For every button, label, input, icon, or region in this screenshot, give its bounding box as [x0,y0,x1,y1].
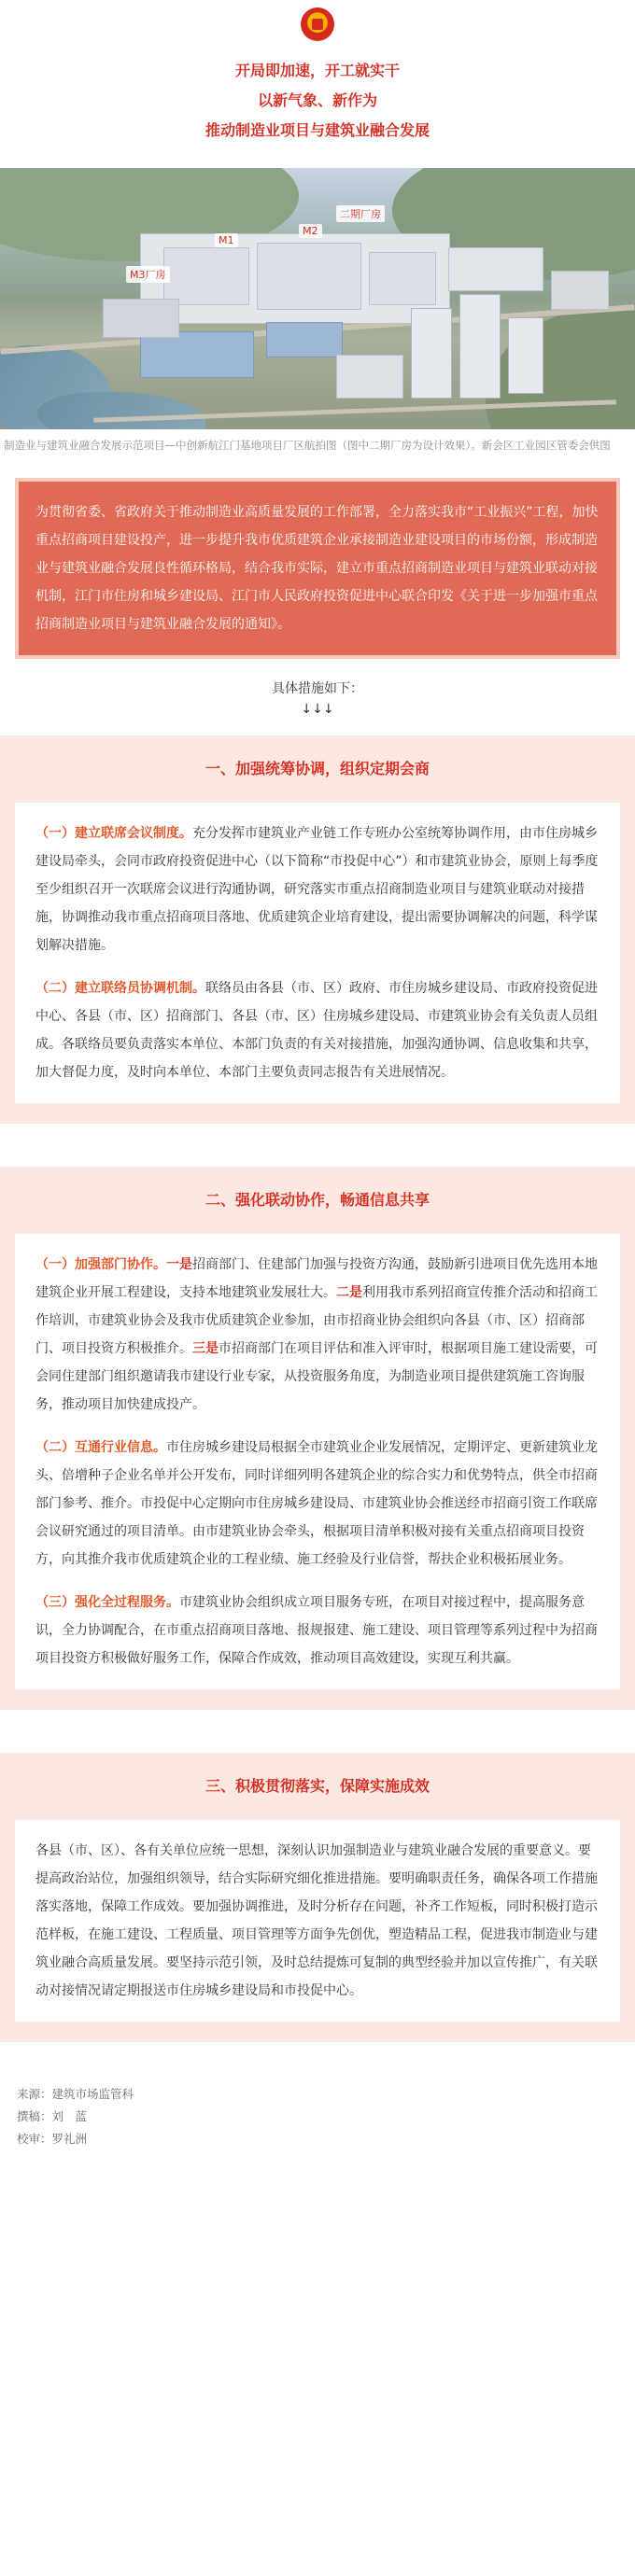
source-line: 来源：建筑市场监管科 [17,2087,134,2101]
photo-tag-m3: M3厂房 [126,266,170,283]
proofreader-line: 校审：罗礼洲 [17,2132,88,2146]
section-body [15,1234,620,1689]
article-footer [0,2042,635,2150]
paragraph-text: 招商部门、住建部门加强与投资方沟通，鼓励新引进项目优先选用本地建筑企业开展工程建设，支持本地建筑业发展壮大。 [35,1257,598,1300]
title-line-2: 以新气象、新作为 [257,91,377,109]
photo-caption: 制造业与建筑业融合发展示范项目—中创新航江门基地项目厂区航拍图（图中二期厂房为设计效果）。新会区工业园区管委会供图 [4,439,611,452]
paragraph-text: 利用我市系列招商宣传推介活动和招商工作培训，市建筑业协会及我市优质建筑企业参加，由市招商业协会组织向各县（市、区）招商部门、项目投资方积极推介。 [35,1285,598,1356]
paragraph-text: 市建筑业协会组织成立项目服务专班，在项目对接过程中，提高服务意识，全力协调配合，在市重点招商项目落地、报规报建、施工建设、项目管理等系列过程中为招商项目投资方积极做好服务工作，保障合作成效，推动项目高效建设，实现互利共赢。 [35,1595,598,1666]
paragraph-text: 市招商部门在项目评估和准入评审时，根据项目施工建设需要，可会同住建部门组织邀请我市建设行业专家，从投资服务角度，为制造业项目提供建筑施工咨询服务，推动项目加快建成投产。 [35,1341,598,1412]
section-body [15,1820,620,2022]
paragraph-heading: （一）加强部门协作。 [35,1257,166,1272]
section-title: 二、强化联动协作，畅通信息共享 [205,1191,430,1209]
intro-box: 为贯彻省委、省政府关于推动制造业高质量发展的工作部署，全力落实我市“工业振兴”工程，加快重点招商项目建设投产，进一步提升我市优质建筑企业承接制造业建设项目的市场份额，形成制造业与建筑业融合发展良性循环格局，结合我市实际，建立市重点招商制造业项目与建筑业联动对接机制，江门市住房和城乡建设局、江门市人民政府投资促进中心联合印发《关于进一步加强市重点招商制造业项目与建筑业融合发展的通知》。 [15,478,620,659]
title-line-3: 推动制造业项目与建筑业融合发展 [205,121,430,139]
paragraph [35,974,600,1086]
title-line-1: 开局即加速，开工就实干 [234,62,400,79]
paragraph [35,1837,600,2005]
paragraph-text: 市住房城乡建设局根据全市建筑业企业发展情况，定期评定、更新建筑业龙头、倍增种子企业名单并公开发布，同时详细列明各建筑企业的综合实力和优势特点，供全市招商部门参考、推介。市投促中心定期向市住房城乡建设局、市建筑业协会推送经市招商引资工作联席会议研究通过的项目清单。由市建筑业协会牵头，根据项目清单积极对接有关重点招商项目投资方，向其推介我市优质建筑企业的工程业绩、施工经验及行业信誉，帮扶企业积极拓展业务。 [35,1440,598,1567]
paragraph [35,819,600,959]
point-label: 三是 [192,1341,219,1356]
paragraph [35,1251,600,1419]
section-title: 三、积极贯彻落实，保障实施成效 [205,1777,430,1795]
paragraph-text: 联络员由各县（市、区）政府、市住房城乡建设局、市政府投资促进中心、各县（市、区）招商部门、各县（市、区）住房城乡建设局、市建筑业协会有关负责人员组成。各联络员要负责落实本单位、本部门负责的有关对接措施，加强沟通协调、信息收集和共享，加大督促力度，及时向本单位、本部门主要负责同志报告有关进展情况。 [35,981,598,1080]
paragraph-heading: （三）强化全过程服务。 [35,1595,179,1610]
author-line: 撰稿：刘 蓝 [17,2109,88,2123]
point-label: 一是 [166,1257,192,1272]
paragraph-heading: （二）互通行业信息。 [35,1440,166,1455]
down-arrows-icon: ↓↓↓ [301,702,334,717]
article-title [0,56,635,146]
section-title: 一、加强统筹协调，组织定期会商 [205,760,430,777]
article-header [0,0,635,146]
paragraph-text: 充分发挥市建筑业产业链工作专班办公室统筹协调作用，由市住房城乡建设局牵头，会同市政府投资促进中心（以下简称“市投促中心”）和市建筑业协会，原则上每季度至少组织召开一次联席会议进行沟通协调，研究落实市重点招商制造业项目与建筑业联动对接措施，协调推动我市重点招商项目落地、优质建筑企业培育建设，提出需要协调解决的问题，科学谋划解决措施。 [35,826,599,953]
paragraph-heading: （二）建立联络员协调机制。 [35,981,205,996]
paragraph-text: 各县（市、区）、各有关单位应统一思想，深刻认识加强制造业与建筑业融合发展的重要意义。要提高政治站位，加强组织领导，结合实际研究细化推进措施。要明确职责任务，确保各项工作措施落实落地，保障工作成效。要加强协调推进，及时分析存在问题，补齐工作短板，同时积极打造示范样板，在施工建设、工程质量、项目管理等方面争先创优，塑造精品工程，促进我市制造业与建筑业融合高质量发展。要坚持示范引领，及时总结提炼可复制的典型经验并加以宣传推广，有关联动对接情况请定期报送市住房城乡建设局和市投促中心。 [35,1843,598,1998]
point-label: 二是 [336,1285,362,1300]
section-body [15,803,620,1103]
party-emblem-icon [301,7,334,41]
paragraph-heading: （一）建立联席会议制度。 [35,826,192,841]
photo-tag-m2: M2 [299,224,322,238]
measures-lead: 具体措施如下： [272,681,363,696]
section-1 [0,735,635,1124]
photo-tag-phase2: 二期厂房 [336,205,385,222]
photo-tag-m1: M1 [215,233,238,247]
section-2 [0,1167,635,1710]
paragraph [35,1589,600,1673]
section-3 [0,1753,635,2042]
paragraph [35,1434,600,1574]
aerial-photo [0,168,635,429]
